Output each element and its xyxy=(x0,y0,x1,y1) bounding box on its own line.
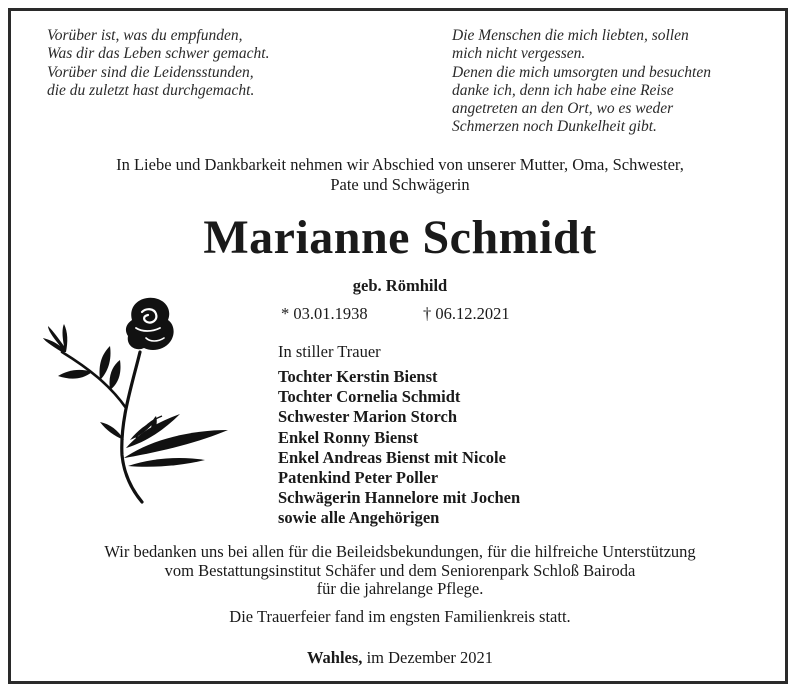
mourner-item: Enkel Andreas Bienst mit Nicole xyxy=(278,447,506,467)
poem-line: Vorüber sind die Leidensstunden, xyxy=(47,63,254,81)
poem-line: Was dir das Leben schwer gemacht. xyxy=(47,45,270,63)
date-text: im Dezember 2021 xyxy=(366,648,494,667)
intro-line: Pate und Schwägerin xyxy=(330,175,470,194)
mourner-item: Tochter Cornelia Schmidt xyxy=(278,387,461,407)
poem-line: Schmerzen noch Dunkelheit gibt. xyxy=(452,118,657,136)
intro-line: In Liebe und Dankbarkeit nehmen wir Abschied von unserer Mutter, Oma, Schwester, xyxy=(116,155,684,174)
place-date-line xyxy=(0,648,800,668)
death-date: † 06.12.2021 xyxy=(423,304,510,323)
service-note: Die Trauerfeier fand im engsten Familienkreis statt. xyxy=(229,607,571,626)
poem-line: Denen die mich umsorgten und besuchten xyxy=(452,63,711,81)
rose-icon xyxy=(40,290,240,505)
place-name: Wahles, xyxy=(306,648,363,667)
mourner-item: Schwägerin Hannelore mit Jochen xyxy=(278,488,521,508)
thanks-line: für die jahrelange Pflege. xyxy=(316,579,484,598)
poem-line: Die Menschen die mich liebten, sollen xyxy=(452,27,689,44)
mourner-item: sowie alle Angehörigen xyxy=(278,508,440,528)
poem-line: Vorüber ist, was du empfunden, xyxy=(47,27,243,44)
mourner-item: Tochter Kerstin Bienst xyxy=(278,367,438,386)
poem-line: angetreten an den Ort, wo es weder xyxy=(452,100,674,118)
poem-line: mich nicht vergessen. xyxy=(452,45,586,63)
mourners-list xyxy=(278,367,520,529)
maiden-name: geb. Römhild xyxy=(352,276,448,295)
poem-line: danke ich, denn ich habe eine Reise xyxy=(452,81,674,99)
thanks-line: Wir bedanken uns bei allen für die Beileidsbekundungen, für die hilfreiche Unterstützung xyxy=(104,542,696,561)
poem-right xyxy=(452,27,711,137)
deceased-name: Marianne Schmidt xyxy=(203,211,597,264)
thanks-line: vom Bestattungsinstitut Schäfer und dem Seniorenpark Schloß Bairoda xyxy=(164,560,636,580)
mourner-item: Schwester Marion Storch xyxy=(278,407,458,427)
poem-left xyxy=(47,27,269,100)
mourner-item: Patenkind Peter Poller xyxy=(278,468,439,488)
mourning-label: In stiller Trauer xyxy=(278,342,381,361)
thanks-text xyxy=(0,543,800,599)
mourner-item: Enkel Ronny Bienst xyxy=(278,427,419,447)
birth-date: * 03.01.1938 xyxy=(281,304,368,323)
intro-text xyxy=(0,155,800,195)
poem-line: die du zuletzt hast durchgemacht. xyxy=(47,81,255,99)
